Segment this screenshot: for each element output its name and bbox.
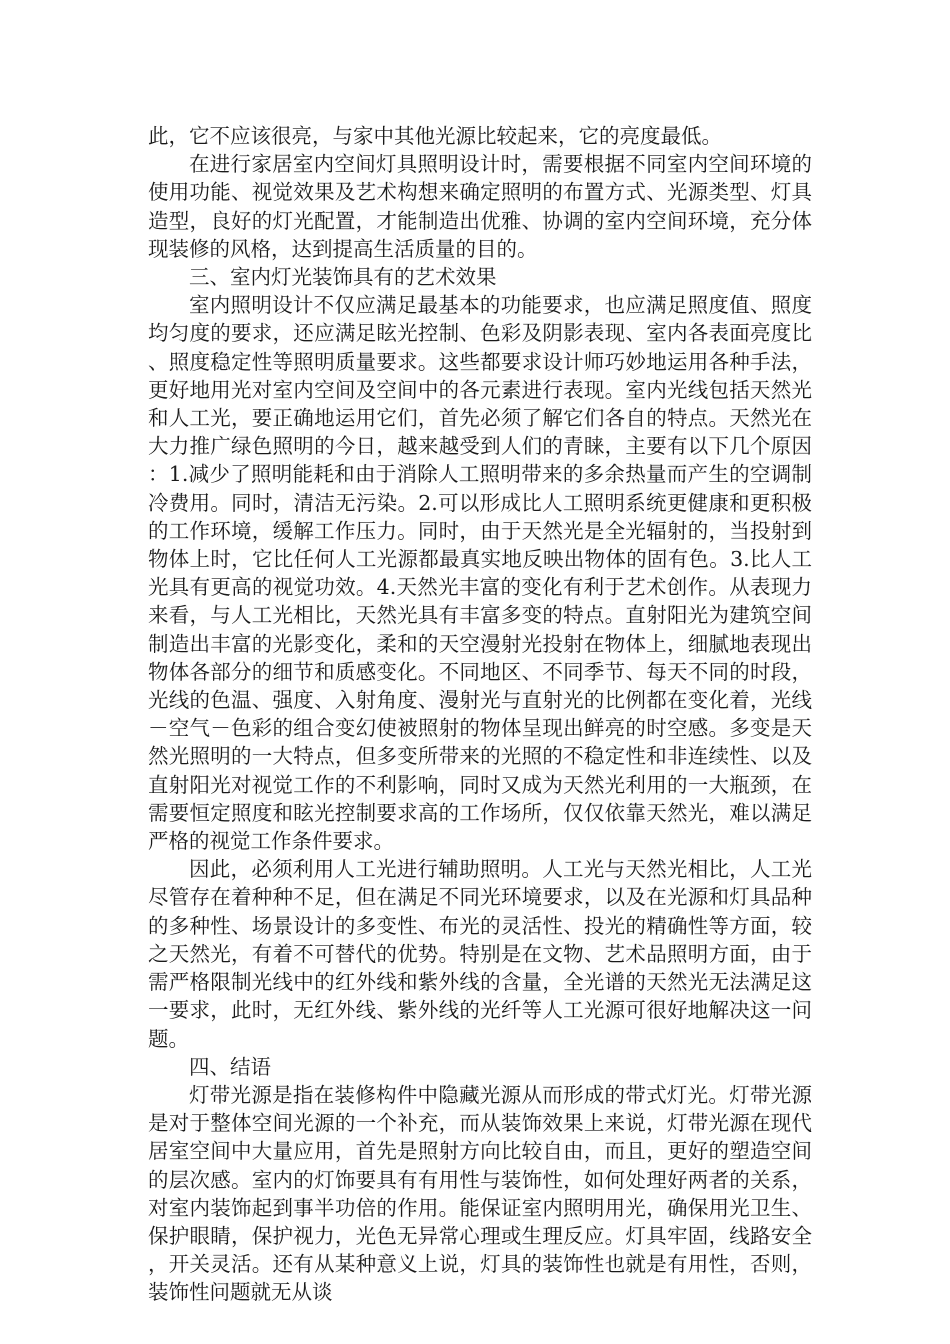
paragraph-artificial-light: 因此，必须利用人工光进行辅助照明。人工光与天然光相比，人工光尽管存在着种种不足，但在满足不同光环境要求，以及在光源和灯具品种的多种性、场景设计的多变性、布光的灵活性、投光的精确性等方面，较之天然光，有着不可替代的优势。特别是在文物、艺术品照明方面，由于需严格限制光线中的红外线和紫外线的含量，全光谱的天然光无法满足这一要求，此时，无红外线、紫外线的光纤等人工光源可很好地解决这一问题。 [148, 857, 812, 1051]
paragraph-conclusion: 灯带光源是指在装修构件中隐藏光源从而形成的带式灯光。灯带光源是对于整体空间光源的一个补充，而从装饰效果上来说，灯带光源在现代居室空间中大量应用，首先是照射方向比较自由，而且，更好的塑造空间的层次感。室内的灯饰要具有有用性与装饰性，如何处理好两者的关系，对室内装饰起到事半功倍的作用。能保证室内照明用光，确保用光卫生、保护眼睛，保护视力，光色无异常心理或生理反应。灯具牢固，线路安全，开关灵活。还有从某种意义上说，灯具的装饰性也就是有用性，否则，装饰性问题就无从谈 [148, 1082, 812, 1305]
body-text [148, 122, 812, 1307]
continuation-paragraph: 此，它不应该很亮，与家中其他光源比较起来，它的亮度最低。 [148, 124, 722, 148]
section-heading-4: 四、结语 [189, 1054, 271, 1079]
paragraph-lighting-design: 在进行家居室内空间灯具照明设计时，需要根据不同室内空间环境的使用功能、视觉效果及艺术构想来确定照明的布置方式、光源类型、灯具造型，良好的灯光配置，才能制造出优雅、协调的室内空间环境，充分体现装修的风格，达到提高生活质量的目的。 [148, 152, 812, 261]
paragraph-natural-light: 室内照明设计不仅应满足最基本的功能要求，也应满足照度值、照度均匀度的要求，还应满足眩光控制、色彩及阴影表现、室内各表面亮度比、照度稳定性等照明质量要求。这些都要求设计师巧妙地运用各种手法，更好地用光对室内空间及空间中的各元素进行表现。室内光线包括天然光和人工光，要正确地运用它们，首先必须了解它们各自的特点。天然光在大力推广绿色照明的今日，越来越受到人们的青睐，主要有以下几个原因：1.减少了照明能耗和由于消除人工照明带来的多余热量而产生的空调制冷费用。同时，清洁无污染。2.可以形成比人工照明系统更健康和更积极的工作环境，缓解工作压力。同时，由于天然光是全光辐射的，当投射到物体上时，它比任何人工光源都最真实地反映出物体的固有色。3.比人工光具有更高的视觉功效。4.天然光丰富的变化有利于艺术创作。从表现力来看，与人工光相比，天然光具有丰富多变的特点。直射阳光为建筑空间制造出丰富的光影变化，柔和的天空漫射光投射在物体上，细腻地表现出物体各部分的细节和质感变化。不同地区、不同季节、每天不同的时段，光线的色温、强度、入射角度、漫射光与直射光的比例都在变化着，光线－空气－色彩的组合变幻使被照射的物体呈现出鲜亮的时空感。多变是天然光照明的一大特点，但多变所带来的光照的不稳定性和非连续性、以及直射阳光对视觉工作的不利影响，同时又成为天然光利用的一大瓶颈，在需要恒定照度和眩光控制要求高的工作场所，仅仅依靠天然光，难以满足严格的视觉工作条件要求。 [148, 293, 812, 854]
section-heading-3: 三、室内灯光装饰具有的艺术效果 [189, 265, 497, 290]
